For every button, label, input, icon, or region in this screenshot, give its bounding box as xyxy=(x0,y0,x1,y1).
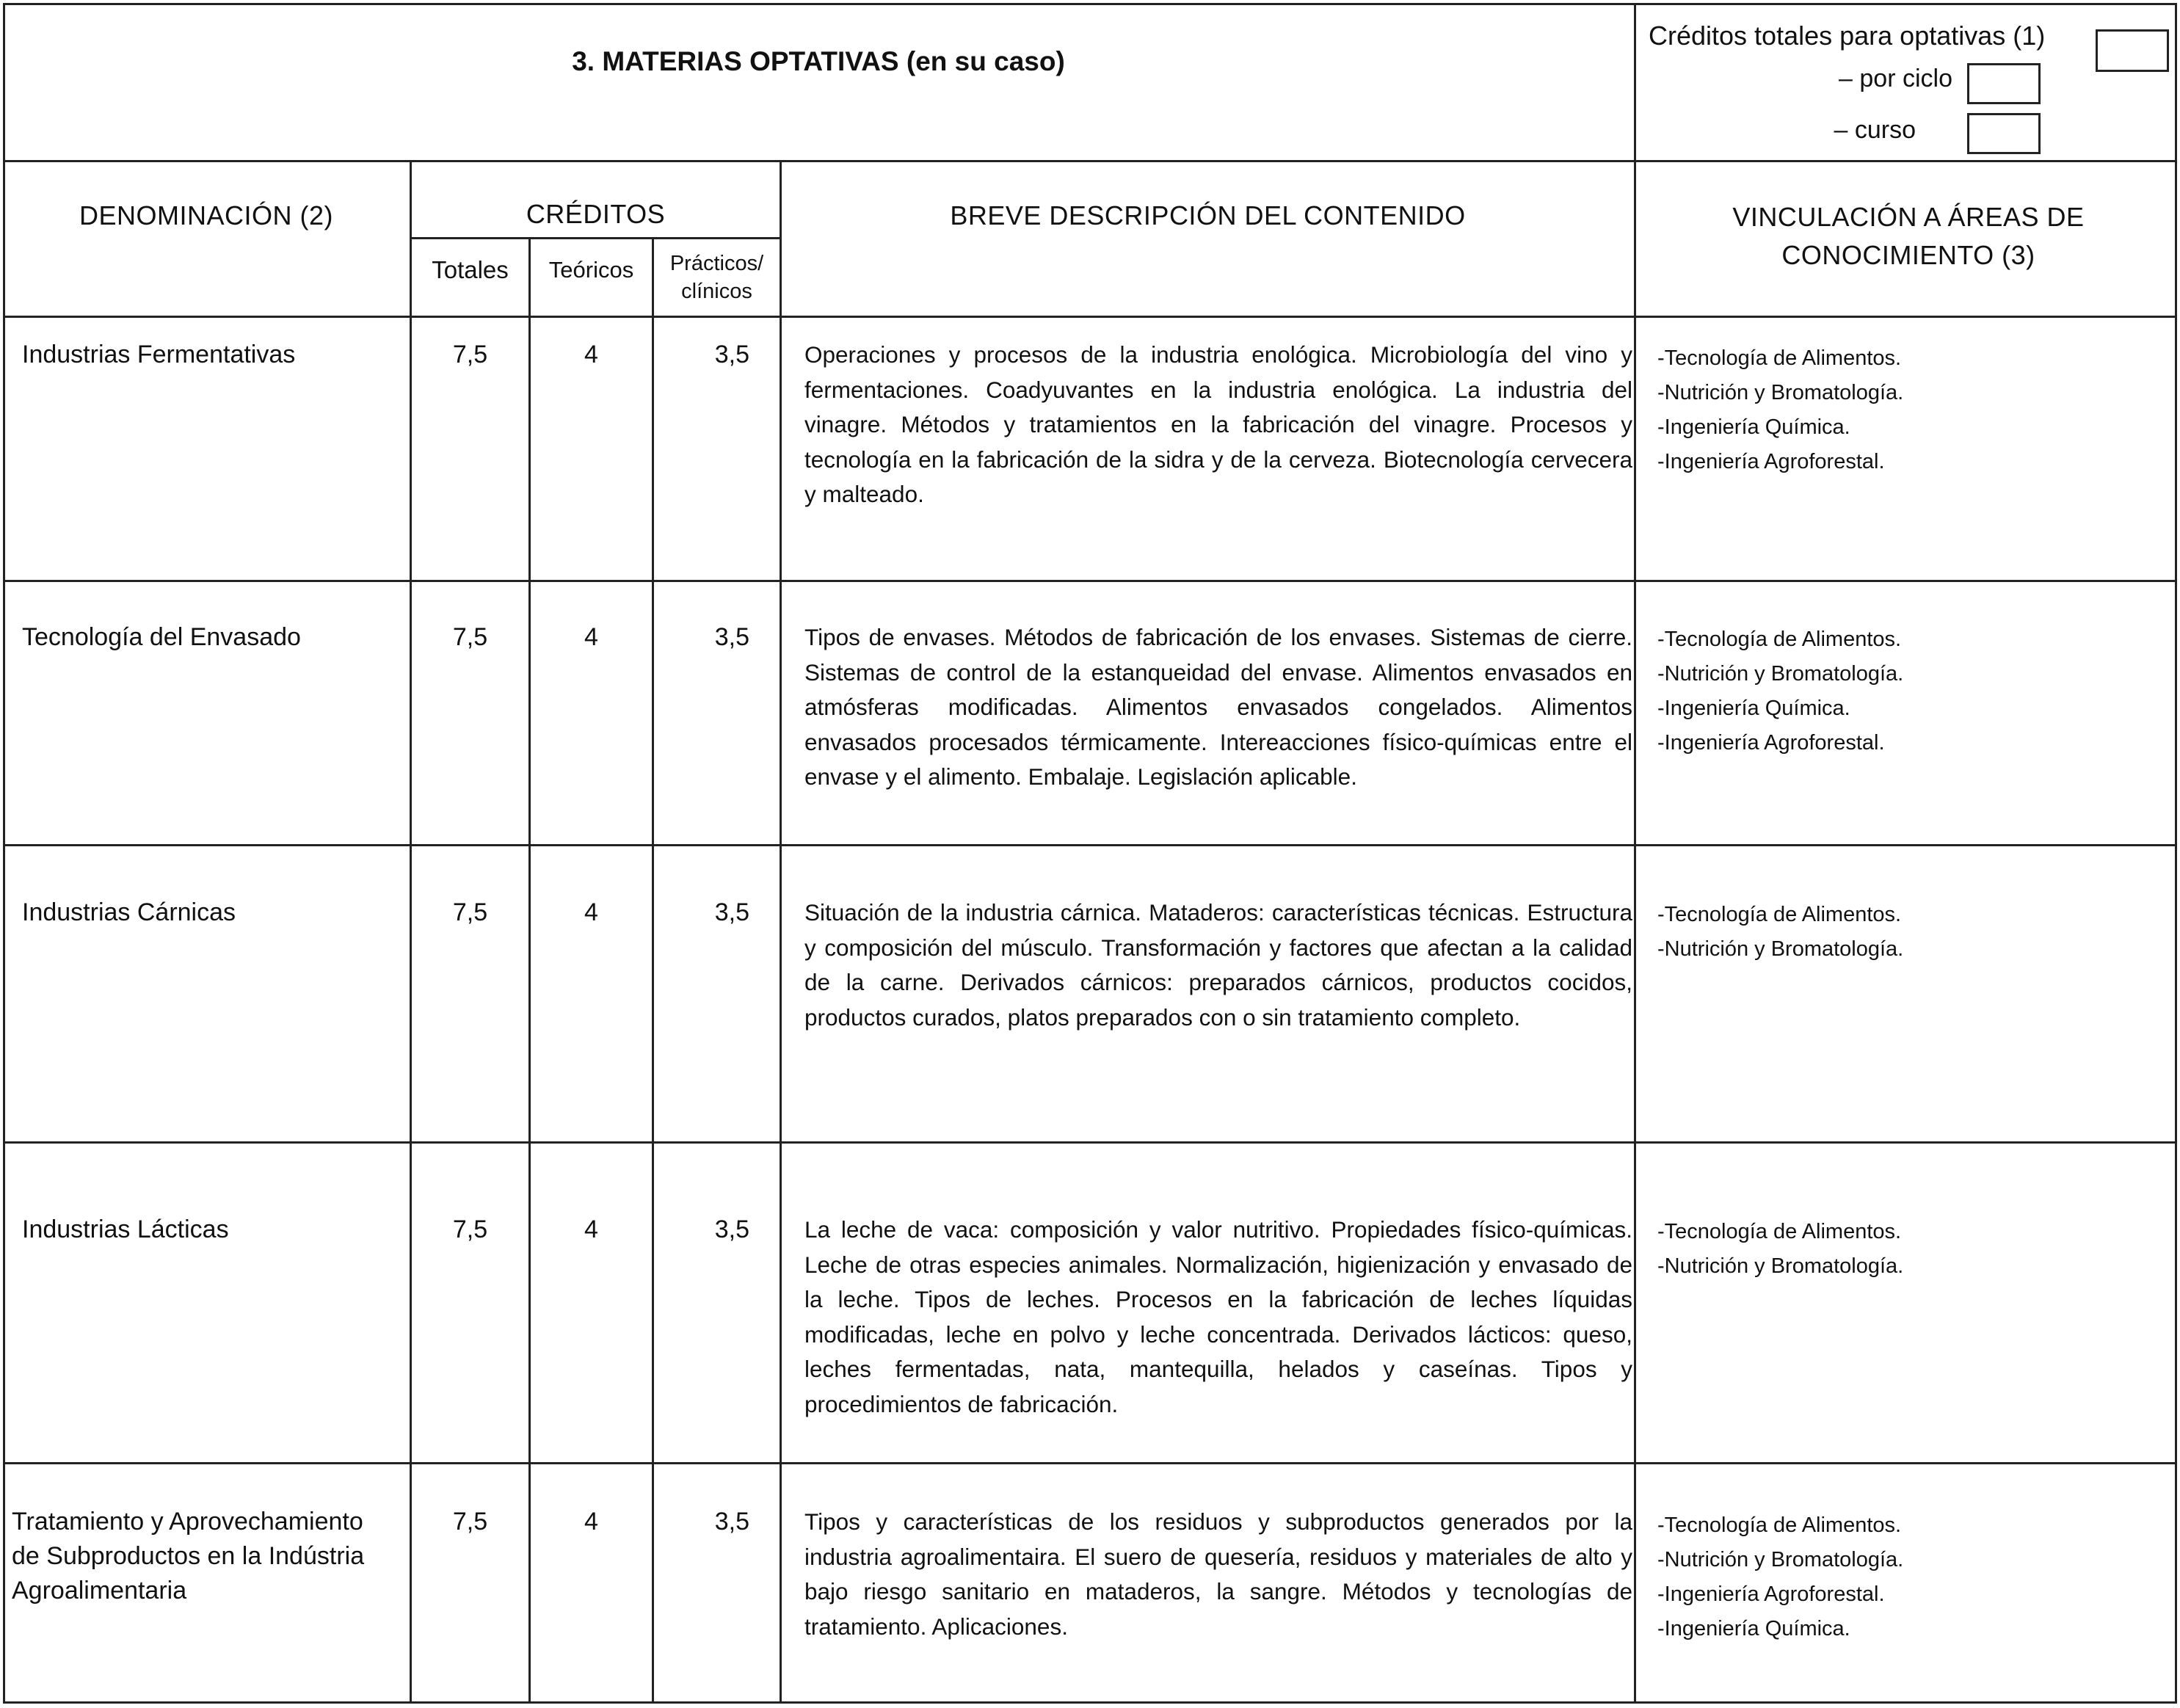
subject-description: Tipos de envases. Métodos de fabricación de los envases. Sistemas de cierre. Sistemas de control de la estanqueidad del envase. Alimentos envasados en atmósferas modificadas. Alimentos envasados congelados. Alimentos envasados procesados térmicamente. Intereacciones físico-químicas entre el envase y el alimento. Embalaje. Legislación aplicable. xyxy=(804,624,1632,790)
credits-teoricos: 4 xyxy=(584,898,598,926)
area-item: -Tecnología de Alimentos. xyxy=(1657,628,1902,651)
header-creditos: CRÉDITOS xyxy=(526,199,666,229)
subject-description: Operaciones y procesos de la industria enológica. Microbiología del vino y fermentaciones. Coadyuvantes en la industria enológica. La industria del vinagre. Métodos y tratamientos en la fabricación del vinagre. Procesos y tecnología en la fabricación de la sidra y de la cerveza. Biotecnología cervecera y malteado. xyxy=(804,341,1632,507)
section-title: 3. MATERIAS OPTATIVAS (en su caso) xyxy=(572,46,1065,76)
area-item: -Ingeniería Química. xyxy=(1657,415,1850,439)
header-teoricos: Teóricos xyxy=(548,257,634,283)
credits-practicos: 3,5 xyxy=(714,341,749,368)
credits-totales: 7,5 xyxy=(452,1215,488,1243)
header-vinculacion: VINCULACIÓN A ÁREAS DE CONOCIMIENTO (3) xyxy=(1732,202,2085,270)
credits-practicos: 3,5 xyxy=(714,1215,749,1243)
credits-totales: 7,5 xyxy=(452,341,488,368)
knowledge-areas xyxy=(1657,1508,2171,1646)
area-item: -Tecnología de Alimentos. xyxy=(1657,346,1902,370)
subject-description: Situación de la industria cárnica. Mataderos: características técnicas. Estructura y composición del músculo. Transformación y factores que afectan a la calidad de la carne. Derivados cárnicos: preparados cárnicos, productos cocidos, productos curados, platos preparados con o sin tratamiento completo. xyxy=(804,899,1632,1031)
subject-name: Industrias Cárnicas xyxy=(22,898,236,926)
area-item: -Ingeniería Agroforestal. xyxy=(1657,1582,1885,1606)
credits-teoricos: 4 xyxy=(584,341,598,368)
area-item: -Ingeniería Química. xyxy=(1657,1617,1850,1640)
credits-practicos: 3,5 xyxy=(714,623,749,651)
header-totales: Totales xyxy=(432,256,509,283)
knowledge-areas xyxy=(1657,341,2171,479)
knowledge-areas xyxy=(1657,1215,2171,1284)
total-credits-field[interactable] xyxy=(2096,29,2169,72)
credits-teoricos: 4 xyxy=(584,623,598,651)
area-item: -Tecnología de Alimentos. xyxy=(1657,1220,1902,1243)
area-item: -Nutrición y Bromatología. xyxy=(1657,1254,1904,1278)
subject-description: Tipos y características de los residuos y subproductos generados por la industria agroalimentaira. El suero de quesería, residuos y materiales de alto y bajo riesgo sanitario en mataderos, la sangre. Métodos y tecnologías de tratamiento. Aplicaciones. xyxy=(804,1508,1632,1640)
area-item: -Nutrición y Bromatología. xyxy=(1657,1548,1904,1571)
credits-totales: 7,5 xyxy=(452,1508,488,1536)
knowledge-areas xyxy=(1657,622,2171,760)
credits-totales: 7,5 xyxy=(452,898,488,926)
curso-credits-field[interactable] xyxy=(1967,113,2041,154)
area-item: -Ingeniería Agroforestal. xyxy=(1657,731,1885,755)
credits-totales: 7,5 xyxy=(452,623,488,651)
header-descripcion: BREVE DESCRIPCIÓN DEL CONTENIDO xyxy=(950,200,1466,230)
area-item: -Tecnología de Alimentos. xyxy=(1657,903,1902,926)
area-item: -Ingeniería Agroforestal. xyxy=(1657,450,1885,473)
area-item: -Nutrición y Bromatología. xyxy=(1657,381,1904,404)
subject-name: Industrias Fermentativas xyxy=(22,341,296,368)
ciclo-credits-field[interactable] xyxy=(1967,63,2041,104)
curso-label: – curso xyxy=(1834,116,1916,144)
knowledge-areas xyxy=(1657,898,2171,967)
total-credits-label: Créditos totales para optativas (1) xyxy=(1649,21,2046,51)
subject-description: La leche de vaca: composición y valor nutritivo. Propiedades físico-químicas. Leche de otras especies animales. Normalización, higienización y envasado de la leche. Tipos de leches. Procesos en la fabricación de leches líquidas modificadas, leche en polvo y leche concentrada. Derivados lácticos: queso, leches fermentadas, nata, mantequilla, helados y caseínas. Tipos y procedimientos de fabricación. xyxy=(804,1216,1632,1417)
subject-name: Tratamiento y Aprovechamiento de Subproductos en la Indústria Agroalimentaria xyxy=(12,1508,365,1605)
header-practicos: Prácticos/ clínicos xyxy=(669,252,764,303)
subject-name: Tecnología del Envasado xyxy=(22,623,301,651)
header-denominacion: DENOMINACIÓN (2) xyxy=(79,200,333,230)
area-item: -Nutrición y Bromatología. xyxy=(1657,662,1904,686)
ciclo-label: – por ciclo xyxy=(1839,65,1952,92)
area-item: -Nutrición y Bromatología. xyxy=(1657,937,1904,961)
credits-teoricos: 4 xyxy=(584,1215,598,1243)
area-item: -Ingeniería Química. xyxy=(1657,697,1850,720)
credits-teoricos: 4 xyxy=(584,1508,598,1536)
credits-practicos: 3,5 xyxy=(714,898,749,926)
subject-name: Industrias Lácticas xyxy=(22,1215,229,1243)
credits-practicos: 3,5 xyxy=(714,1508,749,1536)
area-item: -Tecnología de Alimentos. xyxy=(1657,1513,1902,1537)
